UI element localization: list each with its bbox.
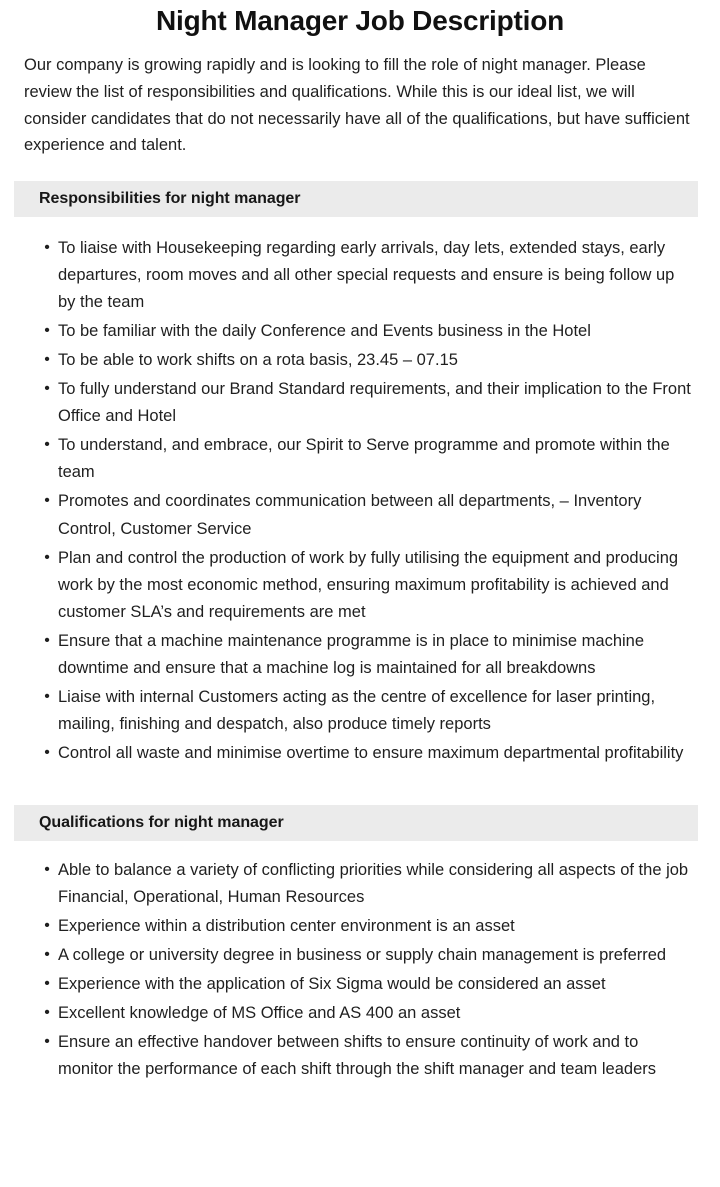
bullet-icon: • [44,631,50,649]
list-item-text: A college or university degree in business or supply chain management is preferred [58,946,667,965]
list-item [44,235,694,316]
bullet-icon: • [44,436,50,454]
list-item-text: Ensure that a machine maintenance programme is in place to minimise machine downtime and ensure that a machine log is maintained for all breakdowns [58,631,645,677]
bullet-icon: • [44,917,50,935]
list-item [44,347,694,374]
list-item-text: Plan and control the production of work by fully utilising the equipment and producing work by the most economic method, ensuring maximum profitability is achieved and customer SLA’s and requirements are met [58,548,679,621]
section-header-qualifications: Qualifications for night manager [14,805,698,841]
list-item [44,942,694,969]
list-item [44,857,694,911]
list-item-text: To fully understand our Brand Standard requirements, and their implication to the Front Office and Hotel [58,380,691,426]
list-item-text: Control all waste and minimise overtime to ensure maximum departmental profitability [58,743,684,762]
list-item [44,684,694,738]
section-responsibilities [0,181,720,783]
qualifications-list [0,841,720,1083]
list-item-text: Experience with the application of Six Sigma would be considered an asset [58,975,606,994]
section-header-responsibilities: Responsibilities for night manager [14,181,698,217]
bullet-icon: • [44,1004,50,1022]
bullet-icon: • [44,380,50,398]
bullet-icon: • [44,687,50,705]
bullet-icon: • [44,975,50,993]
list-item [44,318,694,345]
list-item-text: To liaise with Housekeeping regarding early arrivals, day lets, extended stays, early departures, room moves and all other special requests and ensure is being follow up by the team [58,239,675,312]
bullet-icon: • [44,743,50,761]
list-item [44,545,694,626]
bullet-icon: • [44,322,50,340]
bullet-icon: • [44,492,50,510]
list-item [44,488,694,542]
bullet-icon: • [44,946,50,964]
intro-paragraph: Our company is growing rapidly and is looking to fill the role of night manager. Please review the list of responsibilities and qualifications. While this is our ideal list, we will consider candidates that do not necessarily have all of the qualifications, but have sufficient experience and talent. [24,56,690,155]
bullet-icon: • [44,548,50,566]
page-title: Night Manager Job Description [155,5,565,36]
list-item-text: Ensure an effective handover between shifts to ensure continuity of work and to monitor the performance of each shift through the shift manager and team leaders [58,1033,657,1079]
list-item-text: Excellent knowledge of MS Office and AS 400 an asset [58,1004,461,1023]
list-item [44,432,694,486]
list-item [44,740,694,767]
list-item-text: Promotes and coordinates communication between all departments, – Inventory Control, Customer Service [58,492,642,538]
bullet-icon: • [44,239,50,257]
list-item [44,971,694,998]
bullet-icon: • [44,1033,50,1051]
list-item-text: To understand, and embrace, our Spirit to Serve programme and promote within the team [58,436,670,482]
list-item-text: Liaise with internal Customers acting as the centre of excellence for laser printing, mailing, finishing and despatch, also produce timely reports [58,687,656,733]
list-item-text: Experience within a distribution center environment is an asset [58,917,515,936]
list-item-text: To be familiar with the daily Conference and Events business in the Hotel [58,322,591,341]
bullet-icon: • [44,860,50,878]
list-item [44,628,694,682]
section-qualifications [0,805,720,1109]
list-item [44,913,694,940]
list-item [44,1000,694,1027]
list-item [44,376,694,430]
list-item-text: To be able to work shifts on a rota basis, 23.45 – 07.15 [58,351,458,370]
responsibilities-list [0,217,720,767]
bullet-icon: • [44,351,50,369]
list-item-text: Able to balance a variety of conflicting priorities while considering all aspects of the job Financial, Operational, Human Resources [58,860,689,906]
list-item [44,1029,694,1083]
